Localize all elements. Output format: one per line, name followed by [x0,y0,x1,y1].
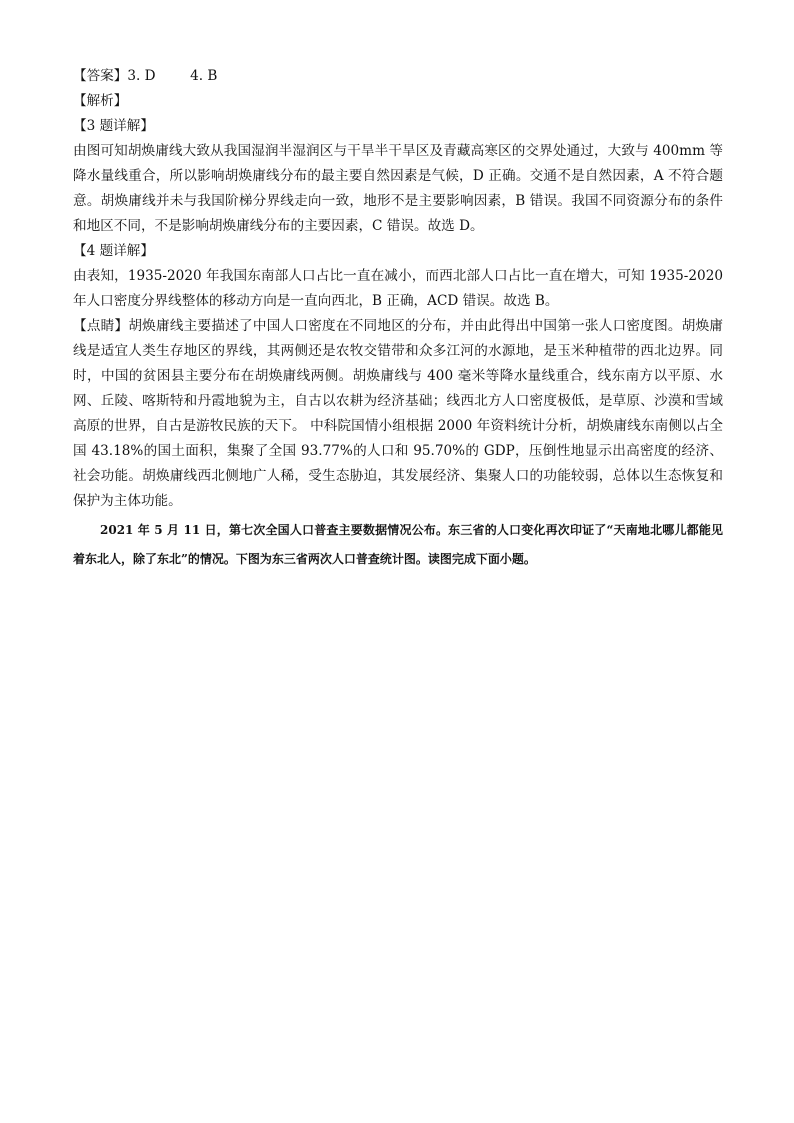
q4-label: 【4 题详解】 [73,243,154,259]
answer-text: 3. D 4. B [127,68,218,84]
tip-label: 【点睛】 [73,318,129,334]
q3-label: 【3 题详解】 [73,118,154,134]
q3-explanation: 由图可知胡焕庸线大致从我国湿润半湿润区与干旱半干旱区及青藏高寒区的交界处通过，大致与 400mm 等降水量线重合，所以影响胡焕庸线分布的最主要自然因素是气候，D 正确。交通不是自然因素，A 不符合题意。胡焕庸线并未与我国阶梯分界线走向一致，地形不是主要影响因素，B 错误。我国不同资源分布的条件和地区不同，不是影响胡焕庸线分布的主要因素，C 错误。故选 D。 [73,143,723,234]
analysis-label: 【解析】 [73,93,128,109]
question-intro: 2021 年 5 月 11 日，第七次全国人口普查主要数据情况公布。东三省的人口变化再次印证了“天南地北哪儿都能见着东北人，除了东北”的情况。下图为东三省两次人口普查统计图。读图完成下面小题。 [73,523,723,566]
q4-explanation: 由表知，1935-2020 年我国东南部人口占比一直在减小，而西北部人口占比一直在增大，可知 1935-2020 年人口密度分界线整体的移动方向是一直向西北，B 正确，ACD 错误。故选 B。 [73,268,723,309]
answer-line [73,64,723,89]
document-page [73,64,723,574]
answer-label: 【答案】 [73,68,128,84]
tip-text: 胡焕庸线主要描述了中国人口密度在不同地区的分布，并由此得出中国第一张人口密度图。胡焕庸线是适宜人类生存地区的界线，其两侧还是农牧交错带和众多江河的水源地，是玉米种植带的西北边界。同时，中国的贫困县主要分布在胡焕庸线两侧。胡焕庸线与 400 毫米等降水量线重合，线东南方以平原、水网、丘陵、喀斯特和丹霞地貌为主，自古以农耕为经济基础；线西北方人口密度极低，是草原、沙漠和雪域高原的世界，自古是游牧民族的天下。 中科院国情小组根据 2000 年资料统计分析，胡焕庸线东南侧以占全国 43.18%的国土面积，集聚了全国 93.77%的人口和 95.70%的 GDP，压倒性地显示出高密度的经济、社会功能。胡焕庸线西北侧地广人稀，受生态胁迫，其发展经济、集聚人口的功能较弱，总体以生态恢复和保护为主体功能。 [73,318,724,509]
tip-paragraph [73,314,723,514]
